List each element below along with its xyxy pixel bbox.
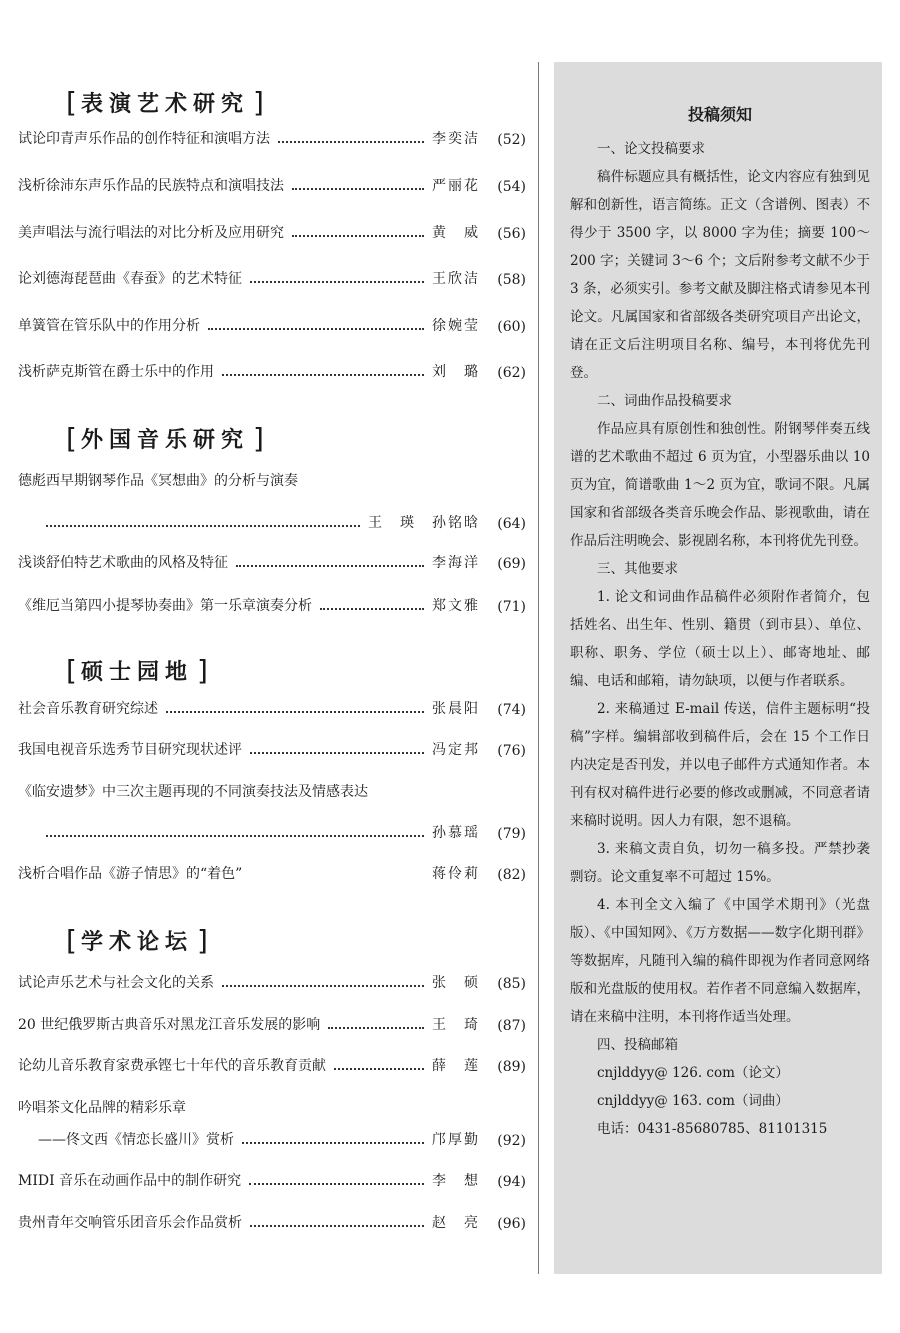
- toc-entry[interactable]: 论幼儿音乐教育家费承铿七十年代的音乐教育贡献 薛 莲 (89): [18, 1058, 526, 1075]
- toc-entry[interactable]: 浅谈舒伯特艺术歌曲的风格及特征 李海洋 (69): [18, 555, 526, 572]
- section-title-performance: [ 表演艺术研究 ]: [66, 86, 264, 119]
- toc-entry[interactable]: 《临安遗梦》中三次主题再现的不同演奏技法及情感表达: [18, 784, 368, 800]
- toc-entry[interactable]: 我国电视音乐选秀节目研究现状述评 冯定邦 (76): [18, 742, 526, 759]
- notice-paragraph: 1. 论文和词曲作品稿件必须附作者简介，包括姓名、出生年、性别、籍贯（到市县）、单位、职称、职务、学位（硕士以上）、邮寄地址、邮编、电话和邮箱，请勿缺项，以便与作者联系。: [570, 589, 870, 689]
- section-title-academic-forum: [ 学术论坛 ]: [66, 924, 208, 957]
- toc-entry[interactable]: 试论声乐艺术与社会文化的关系 张 硕 (85): [18, 975, 526, 992]
- toc-entry[interactable]: 《维厄当第四小提琴协奏曲》第一乐章演奏分析 郑文雅 (71): [18, 598, 526, 615]
- notice-heading-compositions: 二、词曲作品投稿要求: [597, 393, 732, 409]
- notice-paragraph: 作品应具有原创性和独创性。附钢琴伴奏五线谱的艺术歌曲不超过 6 页为宜，小型器乐曲以 10 页为宜，简谱歌曲 1～2 页为宜，歌词不限。凡属国家和省部级各类音乐晚会作品、影视歌曲，请在作品后注明晚会、影视剧名称，本刊将优先刊登。: [570, 421, 870, 549]
- toc-entry[interactable]: 浅析合唱作品《游子情思》的“着色” 蒋伶莉 (82): [18, 866, 526, 883]
- toc-entry[interactable]: 美声唱法与流行唱法的对比分析及应用研究 黄 威 (56): [18, 225, 526, 242]
- contact-phone: 电话：0431-85680785、81101315: [597, 1121, 828, 1137]
- toc-entry[interactable]: 德彪西早期钢琴作品《冥想曲》的分析与演奏: [18, 473, 298, 489]
- notice-heading-other: 三、其他要求: [597, 561, 678, 577]
- email-papers[interactable]: cnjlddyy@ 126. com（论文）: [597, 1065, 789, 1081]
- notice-heading-email: 四、投稿邮箱: [597, 1037, 678, 1053]
- toc-entry[interactable]: 浅析萨克斯管在爵士乐中的作用 刘 璐 (62): [18, 364, 526, 381]
- submission-notice-panel: [554, 62, 882, 1274]
- notice-heading-papers: 一、论文投稿要求: [597, 141, 705, 157]
- toc-entry[interactable]: 20 世纪俄罗斯古典音乐对黑龙江音乐发展的影响 王 琦 (87): [18, 1017, 526, 1034]
- toc-entry[interactable]: 试论印青声乐作品的创作特征和演唱方法 李奕洁 (52): [18, 131, 526, 148]
- section-title-foreign-music: [ 外国音乐研究 ]: [66, 422, 264, 455]
- section-title-masters: [ 硕士园地 ]: [66, 654, 208, 687]
- toc-entry-continuation[interactable]: 王 瑛 孙铭晗 (64): [18, 508, 526, 532]
- notice-title: 投稿须知: [687, 105, 752, 124]
- toc-entry-continuation[interactable]: ——佟文西《情恋长盛川》赏析 邝厚勤 (92): [38, 1132, 526, 1149]
- notice-paragraph: 3. 来稿文责自负，切勿一稿多投。严禁抄袭剽窃。论文重复率不可超过 15%。: [570, 841, 870, 885]
- toc-entry[interactable]: 浅析徐沛东声乐作品的民族特点和演唱技法 严丽花 (54): [18, 178, 526, 195]
- email-compositions[interactable]: cnjlddyy@ 163. com（词曲）: [597, 1093, 789, 1109]
- notice-paragraph: 4. 本刊全文入编了《中国学术期刊》（光盘版）、《中国知网》、《万方数据——数字化期刊群》等数据库，凡随刊入编的稿件即视为作者同意网络版和光盘版的使用权。若作者不同意编入数据库，请在来稿中注明，本刊将作适当处理。: [570, 897, 870, 1025]
- toc-entry[interactable]: 社会音乐教育研究综述 张晨阳 (74): [18, 701, 526, 718]
- toc-entry[interactable]: 论刘德海琵琶曲《春蚕》的艺术特征 王欣洁 (58): [18, 271, 526, 288]
- toc-entry[interactable]: 吟唱茶文化品牌的精彩乐章: [18, 1100, 186, 1116]
- toc-entry[interactable]: 单簧管在管乐队中的作用分析 徐婉莹 (60): [18, 318, 526, 335]
- toc-entry[interactable]: MIDI 音乐在动画作品中的制作研究 李 想 (94): [18, 1173, 526, 1190]
- toc-entry-continuation[interactable]: 孙慕瑶 (79): [18, 818, 526, 842]
- toc-entry[interactable]: 贵州青年交响管乐团音乐会作品赏析 赵 亮 (96): [18, 1215, 526, 1232]
- table-of-contents: [18, 0, 526, 1333]
- notice-paragraph: 稿件标题应具有概括性，论文内容应有独到见解和创新性，语言简练。正文（含谱例、图表）不得少于 3500 字，以 8000 字为佳；摘要 100～200 字；关键词 3～6 个；文后附参考文献不少于 3 条，必须实引。参考文献及脚注格式请参见本刊论文。凡属国家和省部级各类研究项目产出论文，请在正文后注明项目名称、编号，本刊将优先刊登。: [570, 169, 870, 381]
- column-divider: [538, 62, 539, 1274]
- notice-paragraph: 2. 来稿通过 E-mail 传送，信件主题标明“投稿”字样。编辑部收到稿件后，会在 15 个工作日内决定是否刊发，并以电子邮件方式通知作者。本刊有权对稿件进行必要的修改或删减，不同意者请来稿时说明。因人力有限，恕不退稿。: [570, 701, 870, 829]
